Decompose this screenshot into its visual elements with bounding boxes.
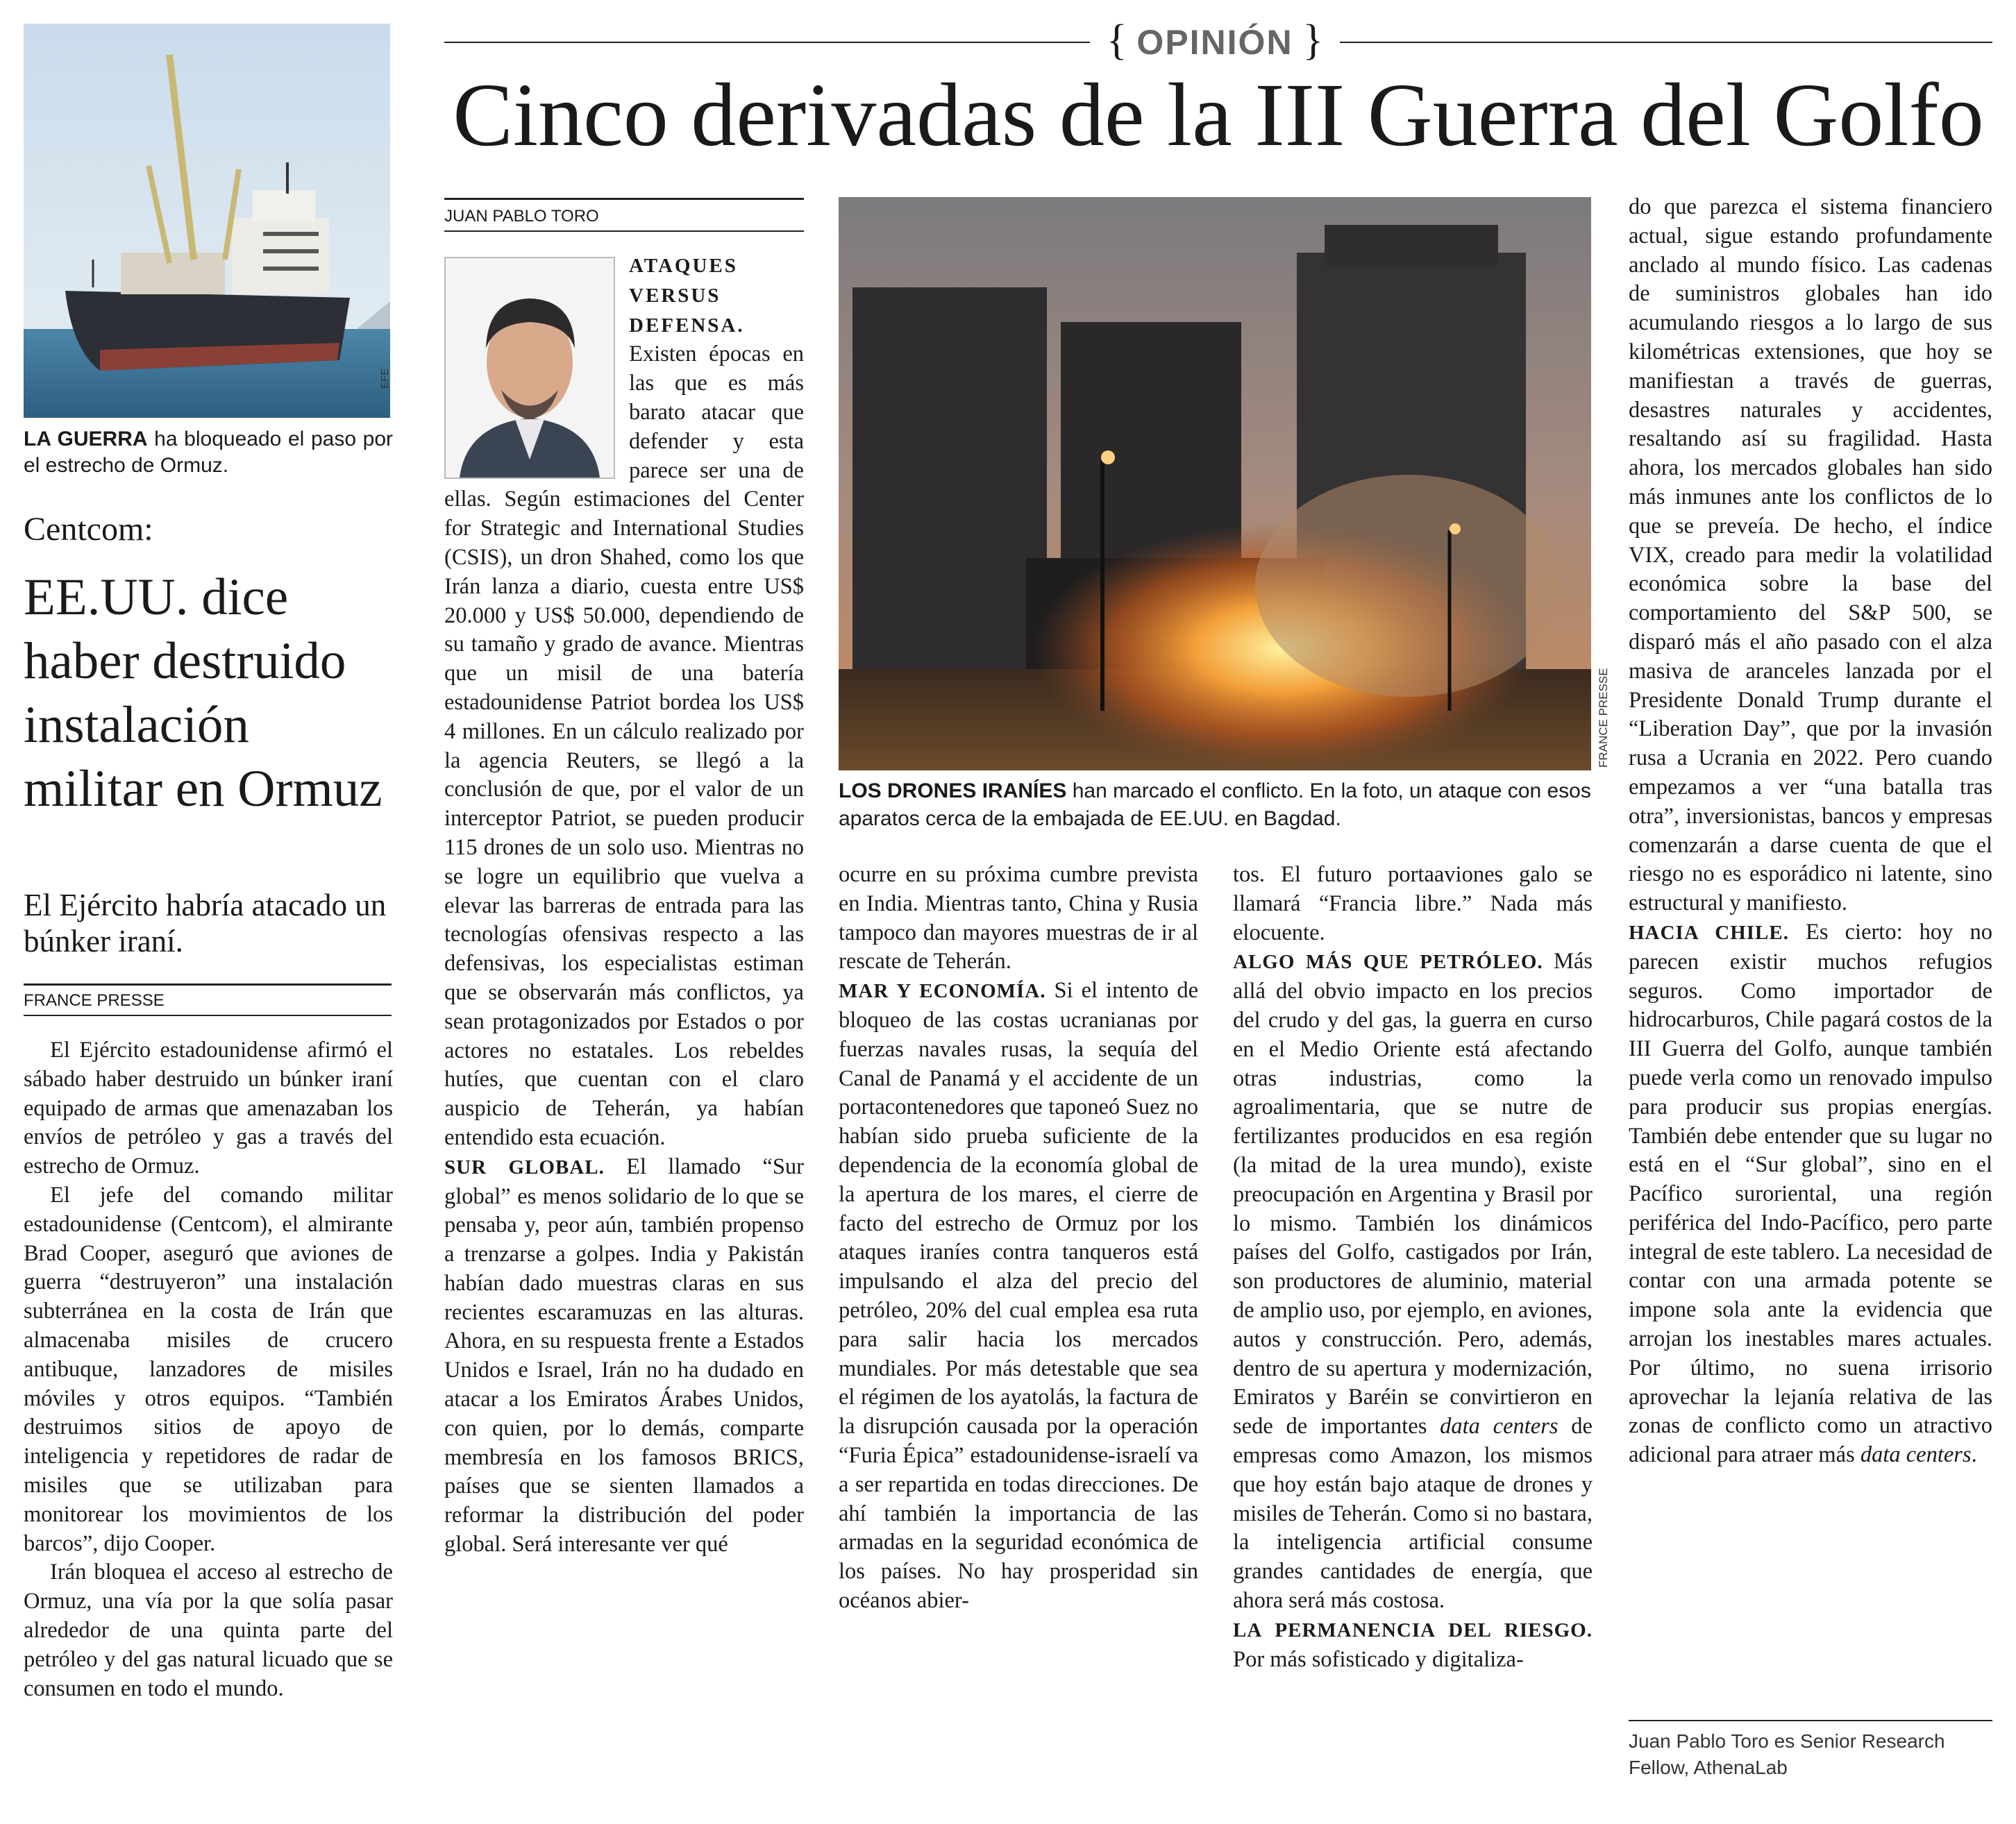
author-note-rule bbox=[1629, 1720, 1992, 1721]
section-label: { OPINIÓN } bbox=[1106, 17, 1324, 64]
article-col-4 bbox=[1629, 193, 1992, 1720]
col3-text4: Por más sofisticado y digitaliza- bbox=[1233, 1646, 1524, 1672]
ship-photo-credit: EFE bbox=[379, 368, 391, 389]
col3-italic: data centers bbox=[1440, 1414, 1559, 1439]
col1-text: un dron Shahed, como los que Irán lanza a diario, cuesta entre US$ 20.000 y US$ 50.000, dependiendo de su tamaño y grado de avance. Mientras que un misil de una batería estadounidense Patriot bordea los US$ 4 millones. En un cálculo realizado por la agencia Reuters, se llegó a la conclusión de que, por el valor de un interceptor Patriot, se pueden producir 115 drones de un solo uso. Mientras no se logre un equilibrio que vuelva a elevar las barreras de entrada para las tecnologías ofensivas respecto a las defensivas, los especialistas estiman que se observarán más conflictos, ya sean protagonizados por Estados o por actores no estatales. Los rebeldes hutíes, que cuentan con el claro auspicio de Teherán, ya habían entendido esta ecuación. bbox=[444, 544, 804, 1150]
drone-photo-caption bbox=[839, 777, 1595, 833]
headline: Cinco derivadas de la III Guerra del Golfo bbox=[453, 65, 1984, 165]
side-byline: FRANCE PRESSE bbox=[24, 991, 165, 1010]
col4-end: . bbox=[1971, 1442, 1977, 1468]
ship-caption-text: ha bloqueado el paso por el estrecho de Ormuz. bbox=[24, 428, 394, 477]
ship-photo bbox=[24, 24, 390, 418]
drone-photo bbox=[839, 197, 1591, 770]
col1-lead2: SUR GLOBAL. bbox=[444, 1156, 605, 1179]
col1-lead: ATAQUES VERSUS DEFENSA. bbox=[629, 255, 745, 337]
col2-text2: Si el intento de bloqueo de las costas ucranianas por fuerzas navales rusas, la sequía del Canal de Panamá y el accidente de un portacontenedores que taponeó Suez no habían sido prueba suficiente de la dependencia de la economía global de la apertura de los mares, el cierre de facto del estrecho de Ormuz por los ataques iraníes contra tanqueros está impulsando el alza del precio del petróleo, 20% del cual emplea esa ruta para salir hacia los mercados mundiales. Por más detestable que sea el régimen de los ayatolás, la factura de la disrupción causada por la operación “Furia Épica” estadounidense-israelí va a ser repartida en todas direcciones. De ahí también la importancia de las armadas en la seguridad económica de los países. No hay prosperidad sin océanos abier- bbox=[839, 978, 1198, 1613]
side-paragraph: El Ejército estadounidense afirmó el sábado haber destruido un búnker iraní equipado de armas que amenazaban los envíos de petróleo y gas a través del estrecho de Ormuz. bbox=[24, 1038, 393, 1179]
col4-text2: Es cierto: hoy no parecen existir muchos refugios seguros. Como importador de hidrocarburos, Chile pagará costos de la III Guerra del Golfo, aunque también puede verla como un renovado impulso para producir sus propias energías. También debe entender que su lugar no está en el “Sur global”, sino en el Pacífico suroriental, una región periférica del Indo-Pacífico, pero parte integral de este tablero. La necesidad de contar con una armada potente se impone sola ante la evidencia que arrojan los inestables mares actuales. Por último, no suena irrisorio aprovechar la lejanía relativa de las zonas de conflicto como un atractivo adicional para atraer más bbox=[1629, 919, 1992, 1468]
col3-text3: de empresas como Amazon, los mismos que hoy están bajo ataque de drones y misiles de Teherán. Como si no bastara, la inteligencia artificial consume grandes cantidades de energía, que ahora será más costosa. bbox=[1233, 1414, 1593, 1613]
section-rule-left bbox=[444, 42, 1090, 43]
article-col-2 bbox=[839, 861, 1198, 1801]
col3-text: tos. El futuro portaaviones galo se llamará “Francia libre.” Nada más elocuente. bbox=[1233, 862, 1593, 945]
ship-caption-lead: LA GUERRA bbox=[24, 428, 148, 450]
col3-lead: ALGO MÁS QUE PETRÓLEO. bbox=[1233, 951, 1543, 974]
drone-caption-lead: LOS DRONES IRANÍES bbox=[839, 779, 1067, 802]
col1-wrap-text: Existen épocas en las que es más barato atacar que defender y esta parece ser una de ellas. Según estimaciones del Center for Strategic and International Studies (CSIS), bbox=[444, 341, 804, 570]
col4-italic: data centers bbox=[1860, 1442, 1972, 1468]
article-byline: JUAN PABLO TORO bbox=[444, 207, 599, 226]
col4-text: do que parezca el sistema financiero actual, sigue estando profundamente anclado al mundo físico. Las cadenas de suministros globales han ido acumulando riesgos a lo largo de sus kilométricas extensiones, que hoy se manifiestan a través de guerras, desastres naturales y accidentes, resaltando así su fragilidad. Hasta ahora, los mercados globales han sido más inmunes ante los conflictos de lo que se preveía. De hecho, el índice VIX, creado para medir la volatilidad económica sobre la base del comportamiento del S&P 500, se disparó más el año pasado con el alza masiva de aranceles lanzada por el Presidente Donald Trump durante el “Liberation Day”, que por la invasión rusa a Ucrania en 2022. Pero cuando empezamos a ver “una batalla tras otra”, inversionistas, bancos y empresas comenzarán a darse cuenta de que el riesgo no es esporádico ni latente, sino estructural y manifiesto. bbox=[1629, 194, 1992, 916]
side-paragraph: El jefe del comando militar estadounidense (Centcom), el almirante Brad Cooper, aseguró que aviones de guerra “destruyeron” una instalación subterránea en la costa de Irán que almacenaba misiles de crucero antibuque, lanzadores de misiles móviles y otros equipos. “También destruimos sitios de apoyo de inteligencia y repetidores de radar de misiles que se utilizaban para monitorear los movimientos de los barcos”, dijo Cooper. bbox=[24, 1182, 393, 1556]
col3-text2: Más allá del obvio impacto en los precios del crudo y del gas, la guerra en curso en el Medio Oriente está afectando otras industrias, como la agroalimentaria, que se nutre de fertilizantes producidos en esa región (la mitad de la urea mundo), existe preocupación en Argentina y Brasil por lo mismo. También los dinámicos países del Golfo, castigados por Irán, son productores de aluminio, material de amplio uso, por ejemplo, en aviones, autos y construcción. Pero, además, dentro de su apertura y modernización, Emiratos y Baréin se convirtieron en sede de importantes bbox=[1233, 949, 1593, 1439]
ship-photo-caption bbox=[24, 426, 393, 479]
author-note: Juan Pablo Toro es Senior Research Fellow, AthenaLab bbox=[1629, 1730, 1945, 1778]
drone-photo-credit: FRANCE PRESSE bbox=[1597, 668, 1610, 768]
section-rule-right bbox=[1340, 42, 1992, 43]
side-deck: El Ejército habría atacado un búnker iraní. bbox=[24, 888, 387, 959]
article-col-3 bbox=[1233, 861, 1593, 1801]
article-col-1 bbox=[444, 251, 804, 1806]
side-title: EE.UU. dice haber destruido instalación militar en Ormuz bbox=[24, 568, 383, 818]
side-byline-rule-bottom bbox=[24, 1015, 392, 1016]
side-byline-rule bbox=[24, 983, 392, 986]
col2-lead: MAR Y ECONOMÍA. bbox=[839, 980, 1046, 1003]
byline-rule-top bbox=[444, 198, 804, 200]
side-paragraph: Irán bloquea el acceso al estrecho de Ormuz, una vía por la que solía pasar alrededor de una quinta parte del petróleo y del gas natural licuado que se consumen en todo el mundo. bbox=[24, 1560, 393, 1701]
col4-lead: HACIA CHILE. bbox=[1629, 921, 1789, 944]
side-body bbox=[24, 1036, 393, 1800]
side-kicker: Centcom: bbox=[24, 511, 153, 548]
col1-text2: El llamado “Sur global” es menos solidario de lo que se pensaba y, peor aún, también propenso a trenzarse a golpes. India y Pakistán habían dado muestras claras en sus recientes escaramuzas en las alturas. Ahora, en su respuesta frente a Estados Unidos e Israel, Irán no ha dudado en atacar a los Emiratos Árabes Unidos, con quien, por lo demás, comparte membresía en los famosos BRICS, países que se sienten llamados a reformar la distribución del poder global. Será interesante ver qué bbox=[444, 1154, 804, 1557]
col2-text: ocurre en su próxima cumbre prevista en India. Mientras tanto, China y Rusia tampoco dan mayores muestras de ir al rescate de Teherán. bbox=[839, 862, 1198, 974]
author-portrait bbox=[444, 257, 615, 479]
col3-lead2: LA PERMANENCIA DEL RIESGO. bbox=[1233, 1619, 1593, 1641]
drone-caption-text: han marcado el conflicto. En la foto, un ataque con esos aparatos cerca de la embajada de EE.UU. en Bagdad. bbox=[839, 779, 1591, 830]
byline-rule-bottom bbox=[444, 230, 804, 232]
section-label-text: OPINIÓN bbox=[1136, 23, 1293, 62]
